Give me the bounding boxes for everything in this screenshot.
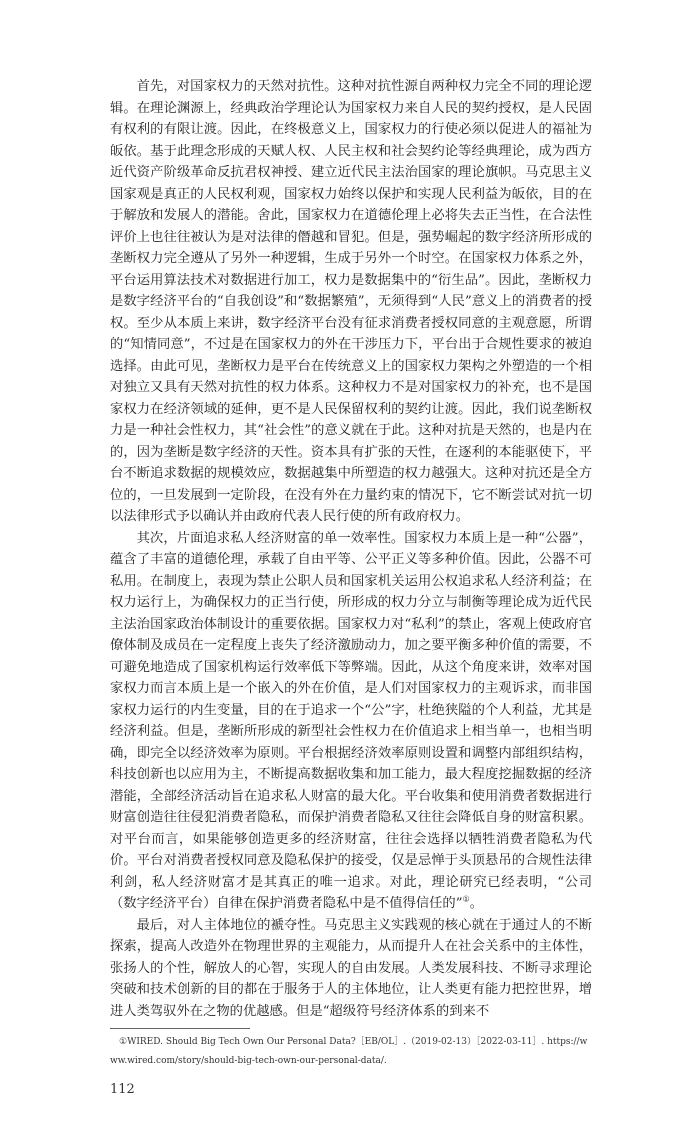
footnote: ①WIRED. Should Big Tech Own Our Personal Data?［EB/OL］.（2019-02-13）［2022-03-11］. https://www.wired.com/story/should-big-tech-own-our-personal-data/. (110, 1037, 588, 1066)
paragraph-efficiency (110, 528, 592, 915)
footnote-divider (110, 1028, 250, 1029)
paragraph-text: 其次，片面追求私人经济财富的单一效率性。国家权力本质上是一种“公器”，蕴含了丰富的道德伦理，承载了自由平等、公平正义等多种价值。因此，公器不可私用。在制度上，表现为禁止公职人员和国家机关运用公权追求私人经济利益；在权力运行上，为确保权力的正当行使，所形成的权力分立与制衡等理论成为近代民主法治国家政治体制设计的重要依据。国家权力对“私利”的禁止，客观上使政府官僚体制及成员在一定程度上丧失了经济激励动力，加之要平衡多种价值的需要，不可避免地造成了国家机构运行效率低下等弊端。因此，从这个角度来讲，效率对国家权力而言本质上是一个嵌入的外在价值，是人们对国家权力的主观诉求，而非国家权力运行的内生变量，目的在于追求一个“公”字，杜绝狭隘的个人利益，尤其是经济利益。但是，垄断所形成的新型社会性权力在价值追求上相当单一，也相当明确，即完全以经济效率为原则。平台根据经济效率原则设置和调整内部组织结构，科技创新也以应用为主，不断提高数据收集和加工能力，最大程度挖掘数据的经济潜能，全部经济活动旨在追求私人财富的最大化。平台收集和使用消费者数据进行财富创造往往侵犯消费者隐私，而保护消费者隐私又往往会降低自身的财富积累。对平台而言，如果能够创造更多的经济财富，往往会选择以牺牲消费者隐私为代价。平台对消费者授权同意及隐私保护的接受，仅是忌惮于头顶悬吊的合规性法律利剑，私人经济财富才是其真正的唯一追求。对此，理论研究已经表明，“公司（数字经济平台）自律在保护消费者隐私中是不值得信任的” (110, 530, 592, 911)
paragraph-human-subjectivity (110, 915, 592, 1023)
article-body (110, 76, 592, 1022)
paragraph-state-power-antagonism (110, 76, 592, 528)
paragraph-tail: 。 (469, 896, 483, 911)
paragraph-text: 首先，对国家权力的天然对抗性。这种对抗性源自两种权力完全不同的理论逻辑。在理论渊源上，经典政治学理论认为国家权力来自人民的契约授权，是人民固有权利的有限让渡。因此，在终极意义上，国家权力的行使必须以促进人的福祉为皈依。基于此理念形成的天赋人权、人民主权和社会契约论等经典理论，成为西方近代资产阶级革命反抗君权神授、建立近代民主法治国家的理论旗帜。马克思主义国家观是真正的人民权利观，国家权力始终以保护和实现人民利益为皈依，目的在于解放和发展人的潜能。舍此，国家权力在道德伦理上必将失去正当性，在合法性评价上也往往被认为是对法律的僭越和冒犯。但是，强势崛起的数字经济所形成的垄断权力完全遵从了另外一种逻辑，生成于另外一个时空。在国家权力体系之外，平台运用算法技术对数据进行加工，权力是数据集中的“衍生品”。因此，垄断权力是数字经济平台的“自我创设”和“数据繁殖”，无须得到“人民”意义上的消费者的授权。至少从本质上来讲，数字经济平台没有征求消费者授权同意的主观意愿，所谓的“知情同意”，不过是在国家权力的外在干涉压力下，平台出于合规性要求的被迫选择。由此可见，垄断权力是平台在传统意义上的国家权力架构之外塑造的一个相对独立又具有天然对抗性的权力体系。这种权力不是对国家权力的补充，也不是国家权力在经济领域的延伸，更不是人民保留权利的契约让渡。因此，我们说垄断权力是一种社会性权力，其“社会性”的意义就在于此。这种对抗是天然的，也是内在的，因为垄断是数字经济的天性。资本具有扩张的天性，在逐利的本能驱使下，平台不断追求数据的规模效应，数据越集中所塑造的权力越强大。这种对抗还是全方位的，一旦发展到一定阶段，在没有外在力量约束的情况下，它不断尝试对抗一切以法律形式予以确认并由政府代表人民行使的所有政府权力。 (110, 79, 592, 524)
page-number: 112 (110, 1082, 135, 1097)
footnote-reference[interactable]: ① (462, 894, 470, 904)
paragraph-text: 最后，对人主体地位的褫夺性。马克思主义实践观的核心就在于通过人的不断探索，提高人改造外在物理世界的主观能力，从而提升人在社会关系中的主体性，张扬人的个性，解放人的心智，实现人的自由发展。人类发展科技、不断寻求理论突破和技术创新的目的都在于服务于人的主体地位，让人类更有能力把控世界，增进人类驾驭外在之物的优越感。但是“超级符号经济体系的到来不 (110, 917, 592, 1019)
